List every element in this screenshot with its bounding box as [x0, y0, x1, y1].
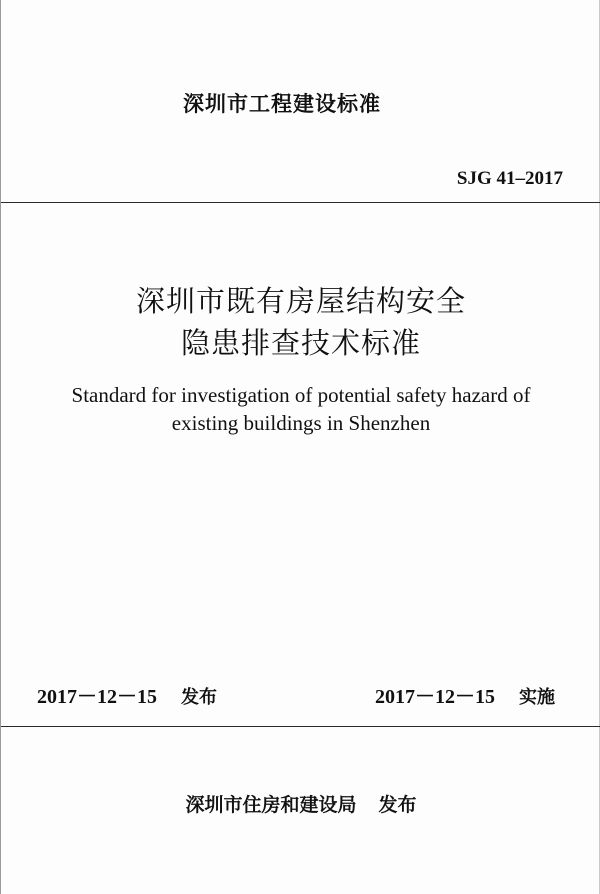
series-title: 深圳市工程建设标准: [183, 92, 381, 116]
implementation-date-block: [375, 680, 555, 709]
bottom-divider: [1, 726, 600, 727]
publisher-line: [1, 790, 600, 817]
publisher-action: 发布: [378, 794, 417, 816]
title-cn-line-2: 隐患排查技术标准: [180, 326, 421, 360]
top-divider: [1, 202, 600, 203]
title-en-line-1: Standard for investigation of potential safety hazard of: [71, 383, 531, 407]
issue-label: 发布: [181, 687, 217, 708]
publisher-name: 深圳市住房和建设局: [185, 794, 357, 816]
issue-date-block: [37, 680, 217, 709]
implementation-date: 2017－12－15: [375, 686, 495, 708]
issue-date: 2017－12－15: [37, 686, 157, 708]
title-cn-line-1: 深圳市既有房屋结构安全: [135, 284, 466, 318]
title-en-line-2: existing buildings in Shenzhen: [171, 411, 431, 435]
implementation-label: 实施: [519, 687, 555, 708]
standard-code: SJG 41–2017: [456, 168, 563, 189]
